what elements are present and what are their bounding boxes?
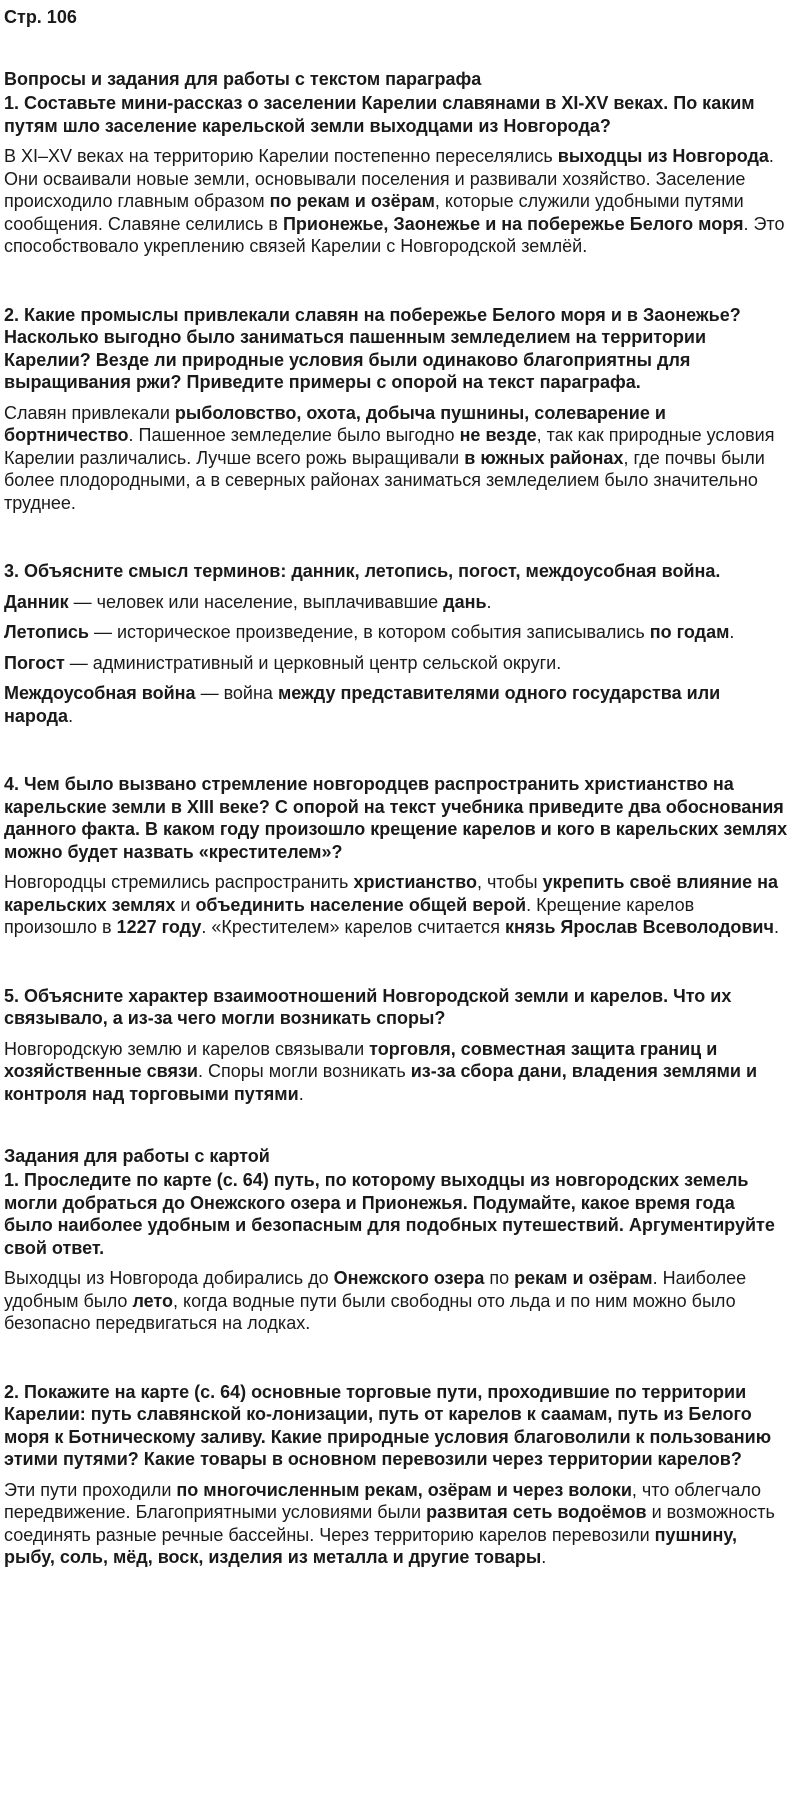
term-pogost [4, 652, 788, 675]
map-answer-1 [4, 1267, 788, 1335]
term-mezhdousobnaya-voyna [4, 682, 788, 727]
text-fragment: . Они осваивали новые земли, основывали поселения и развивали хозяйство. Заселение происходило главным образом [4, 146, 774, 211]
text-fragment: — человек или население, выплачивавшие [68, 591, 444, 612]
text-fragment: Новгородскую землю и карелов связывали [4, 1038, 370, 1059]
map-task-2: 2. Покажите на карте (с. 64) основные торговые пути, проходившие по территории Карелии: путь славянской ко-лонизации, путь от карелов к саамам, путь из Белого моря к Ботническому заливу. Какие природные условия благоволили к пользованию этими путями? Какие товары в основном перевозили через территории карелов? [4, 1381, 772, 1469]
text-fragment: . [729, 622, 735, 642]
text-fragment: — историческое произведение, в котором события записывались [89, 622, 650, 642]
answer-5 [4, 1038, 788, 1106]
text-fragment: — административный и церковный центр сельской округи. [64, 652, 562, 673]
text-fragment: . «Крестителем» карелов считается [201, 917, 505, 937]
bold-fragment: пушнину, рыбу, соль, мёд, воск, изделия из металла и другие товары [4, 1524, 737, 1567]
spacer [4, 1343, 788, 1381]
text-fragment: Эти пути проходили [4, 1479, 177, 1500]
bold-fragment: 1227 году [116, 917, 202, 937]
bold-fragment: рыболовство, охота, добыча пушнины, солеварение и бортничество [4, 402, 666, 445]
map-answer-2 [4, 1479, 788, 1569]
spacer [4, 735, 788, 773]
text-fragment: Выходцы из Новгорода добирались до [4, 1268, 334, 1288]
text-fragment: . Это способствовало укреплению связей Карелии с Новгородской землёй. [4, 213, 785, 256]
text-fragment: . Крещение карелов произошло в [4, 894, 695, 937]
bold-fragment: по годам [649, 622, 730, 642]
answer-4 [4, 871, 788, 939]
bold-fragment: Междоусобная война [4, 683, 196, 703]
spacer [4, 522, 788, 560]
text-fragment: , которые служили удобными путями сообщения. Славяне селились в [4, 191, 744, 234]
bold-fragment: укрепить своё влияние на карельских землях [4, 872, 778, 915]
text-fragment: . Наиболее удобным было [4, 1268, 747, 1311]
bold-fragment: князь Ярослав Всеволодович [504, 917, 774, 937]
bold-fragment: из-за сбора дани, владения землями и контроля над торговыми путями [4, 1061, 758, 1104]
bold-fragment: дань [443, 591, 487, 612]
spacer [4, 266, 788, 304]
text-fragment: . Споры могли возникать [197, 1061, 411, 1081]
text-fragment: , где почвы были более плодородными, а в северных районах заниматься земледелием было значительно труднее. [4, 447, 765, 513]
text-fragment: В XI–XV веках на территорию Карелии постепенно переселялись [4, 146, 558, 166]
text-fragment: Славян привлекали [4, 402, 175, 423]
question-1: 1. Составьте мини-рассказ о заселении Карелии славянами в XI-XV веках. По каким путям шло заселение карельской земли выходцами из Новгорода? [4, 93, 755, 136]
bold-fragment: Онежского озера [333, 1268, 485, 1288]
spacer [4, 1113, 788, 1145]
question-3: 3. Объясните смысл терминов: данник, летопись, погост, междоусобная война. [4, 561, 721, 581]
bold-fragment: выходцы из Новгорода [557, 146, 769, 166]
bold-fragment: развитая сеть водоёмов [426, 1502, 647, 1522]
bold-fragment: Летопись [4, 622, 89, 642]
answer-1 [4, 145, 788, 258]
bold-fragment: христианство [353, 872, 477, 892]
text-fragment: — война [195, 683, 278, 703]
text-fragment: . [773, 917, 779, 937]
term-dannik [4, 591, 788, 614]
text-fragment: , так как природные условия Карелии различались. Лучше всего рожь выращивали [4, 425, 775, 468]
text-fragment: по [484, 1268, 515, 1288]
text-fragment: Новгородцы стремились распространить [4, 872, 354, 892]
bold-fragment: лето [132, 1290, 173, 1311]
bold-fragment: Данник [4, 591, 69, 612]
section-heading-map-tasks: Задания для работы с картой [4, 1146, 270, 1166]
bold-fragment: между представителями одного государства или народа [4, 683, 721, 726]
page-number: Стр. 106 [4, 7, 77, 27]
bold-fragment: Погост [4, 652, 65, 673]
map-task-1: 1. Проследите по карте (с. 64) путь, по которому выходцы из новгородских земель могли добраться до Онежского озера и Прионежья. Подумайте, какое время года было наиболее удобным и безопасным для подобных путешествий. Аргументируйте свой ответ. [4, 1170, 775, 1258]
bold-fragment: торговля, совместная защита границ и хозяйственные связи [4, 1038, 718, 1081]
bold-fragment: по многочисленным рекам, озёрам и через волоки [176, 1479, 632, 1500]
text-fragment: и [175, 894, 196, 915]
spacer [4, 947, 788, 985]
bold-fragment: не везде [459, 425, 537, 445]
text-fragment: . Пашенное земледелие было выгодно [128, 425, 460, 445]
text-fragment: , когда водные пути были свободны ото льда и по ним можно было безопасно передвигаться на лодках. [4, 1290, 736, 1333]
answer-2 [4, 402, 788, 515]
question-2: 2. Какие промыслы привлекали славян на побережье Белого моря и в Заонежье? Насколько выгодно было заниматься пашенным земледелием на территории Карелии? Везде ли природные условия были одинаково благоприятны для выращивания ржи? Приведите примеры с опорой на текст параграфа. [4, 304, 741, 392]
term-letopis [4, 621, 788, 644]
text-fragment: . [486, 591, 492, 612]
bold-fragment: в южных районах [464, 447, 624, 468]
question-4: 4. Чем было вызвано стремление новгородцев распространить христианство на карельские земли в XIII веке? С опорой на текст учебника приведите два обоснования данного факта. В каком году произошло крещение карелов и кого в карельских землях можно будет назвать «крестителем»? [4, 774, 788, 862]
section-heading-text-questions: Вопросы и задания для работы с текстом параграфа [4, 69, 482, 89]
text-fragment: , что облегчало передвижение. Благоприятными условиями были [4, 1479, 762, 1522]
text-fragment: . [298, 1083, 304, 1104]
text-fragment: , чтобы [476, 872, 543, 892]
bold-fragment: Прионежье, Заонежье и на побережье Белого моря [282, 213, 744, 234]
bold-fragment: объединить население общей верой [195, 894, 527, 915]
text-fragment: . [541, 1547, 547, 1567]
bold-fragment: по рекам и озёрам [269, 191, 435, 211]
bold-fragment: рекам и озёрам [514, 1268, 653, 1288]
text-fragment: и возможность соединять разные речные бассейны. Через территорию карелов перевозили [4, 1502, 775, 1545]
text-fragment: . [68, 705, 74, 726]
question-5: 5. Объясните характер взаимоотношений Новгородской земли и карелов. Что их связывало, а из-за чего могли возникать споры? [4, 985, 732, 1028]
